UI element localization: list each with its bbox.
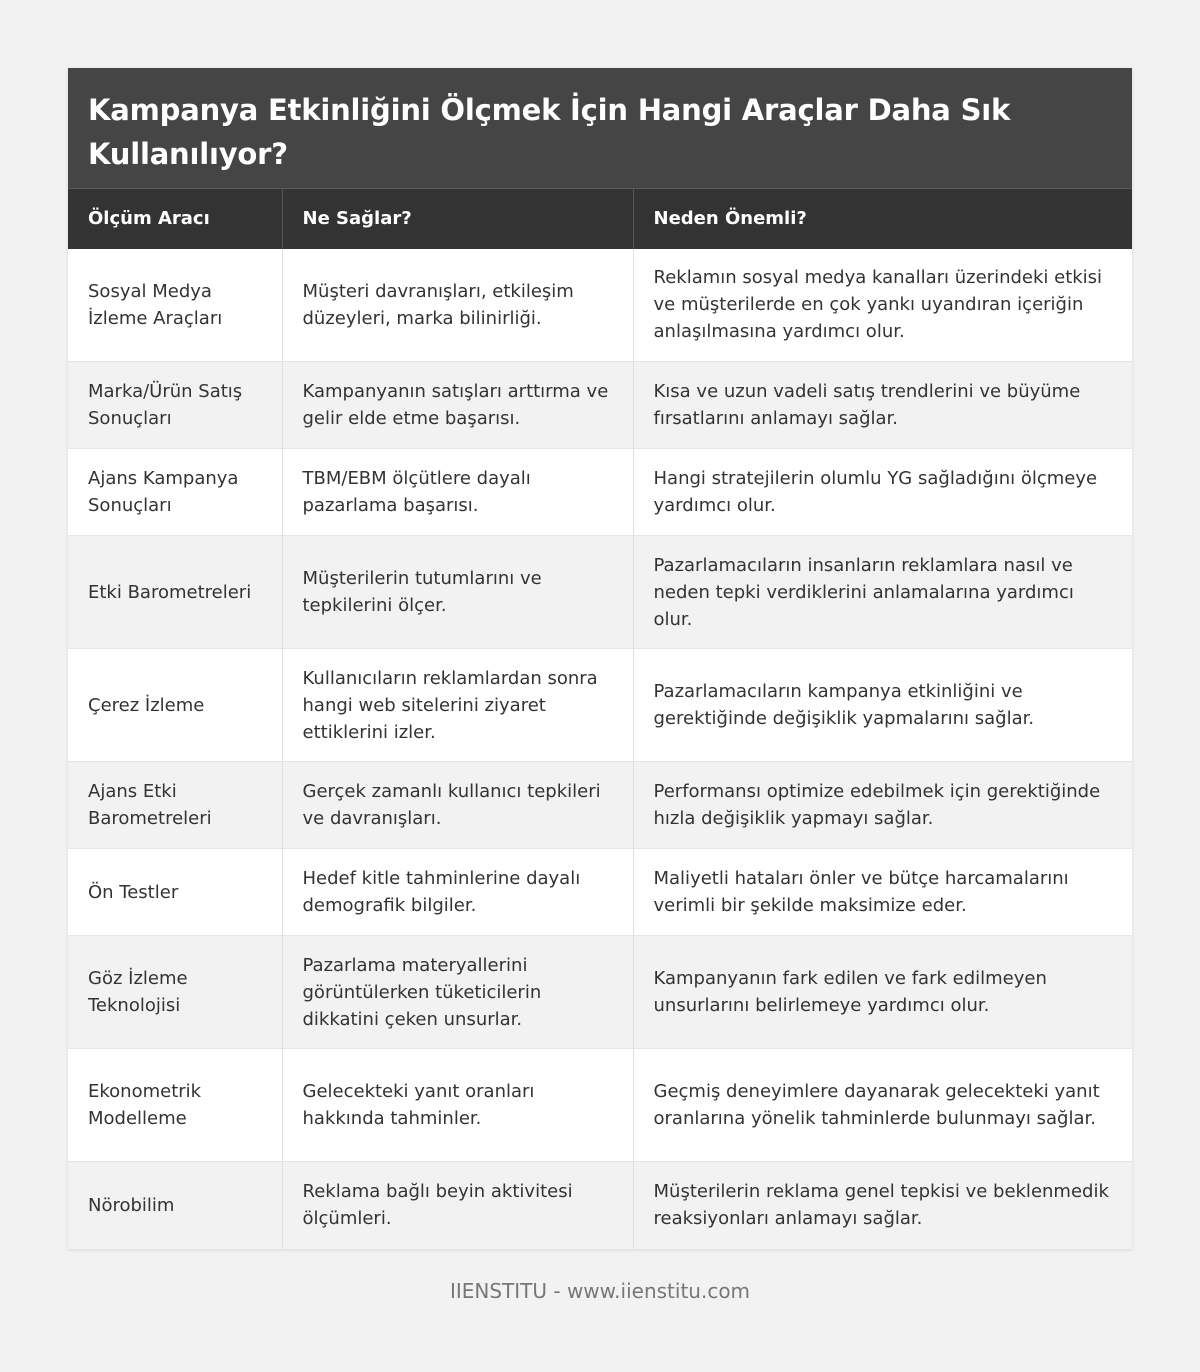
cell-provides: Kullanıcıların reklamlardan sonra hangi web sitelerini ziyaret ettiklerini izler. bbox=[282, 649, 633, 762]
table-row bbox=[68, 449, 1132, 536]
table-row bbox=[68, 249, 1132, 362]
column-header-tool: Ölçüm Aracı bbox=[68, 189, 282, 249]
cell-tool: Göz İzleme Teknolojisi bbox=[68, 936, 282, 1049]
table-row bbox=[68, 536, 1132, 649]
cell-tool: Çerez İzleme bbox=[68, 649, 282, 762]
cell-why: Pazarlamacıların insanların reklamlara nasıl ve neden tepki verdiklerini anlamalarına yardımcı olur. bbox=[633, 536, 1132, 649]
table-row bbox=[68, 762, 1132, 849]
cell-why: Performansı optimize edebilmek için gerektiğinde hızla değişiklik yapmayı sağlar. bbox=[633, 762, 1132, 849]
table-row bbox=[68, 362, 1132, 449]
cell-provides: Müşterilerin tutumlarını ve tepkilerini ölçer. bbox=[282, 536, 633, 649]
cell-tool: Ön Testler bbox=[68, 849, 282, 936]
table-row bbox=[68, 1162, 1132, 1249]
table-row bbox=[68, 849, 1132, 936]
column-header-why: Neden Önemli? bbox=[633, 189, 1132, 249]
cell-provides: Reklama bağlı beyin aktivitesi ölçümleri. bbox=[282, 1162, 633, 1249]
tools-table bbox=[68, 188, 1132, 1249]
footer-credit: IIENSTITU - www.iienstitu.com bbox=[449, 1279, 751, 1303]
cell-tool: Nörobilim bbox=[68, 1162, 282, 1249]
cell-tool: Marka/Ürün Satış Sonuçları bbox=[68, 362, 282, 449]
cell-tool: Ajans Kampanya Sonuçları bbox=[68, 449, 282, 536]
cell-why: Pazarlamacıların kampanya etkinliğini ve gerektiğinde değişiklik yapmalarını sağlar. bbox=[633, 649, 1132, 762]
cell-provides: Gerçek zamanlı kullanıcı tepkileri ve davranışları. bbox=[282, 762, 633, 849]
cell-why: Müşterilerin reklama genel tepkisi ve beklenmedik reaksiyonları anlamayı sağlar. bbox=[653, 1181, 1109, 1230]
cell-provides: Pazarlama materyallerini görüntülerken tüketicilerin dikkatini çeken unsurlar. bbox=[282, 936, 633, 1049]
table-header-row bbox=[68, 189, 1132, 249]
cell-provides: Müşteri davranışları, etkileşim düzeyleri, marka bilinirliği. bbox=[282, 249, 633, 362]
title-bar bbox=[68, 68, 1132, 188]
cell-tool: Ekonometrik Modelleme bbox=[68, 1049, 282, 1162]
table-row bbox=[68, 936, 1132, 1049]
cell-provides: TBM/EBM ölçütlere dayalı pazarlama başarısı. bbox=[282, 449, 633, 536]
cell-why: Hangi stratejilerin olumlu YG sağladığını ölçmeye yardımcı olur. bbox=[633, 449, 1132, 536]
cell-provides: Kampanyanın satışları arttırma ve gelir elde etme başarısı. bbox=[282, 362, 633, 449]
cell-why: Kampanyanın fark edilen ve fark edilmeyen unsurlarını belirlemeye yardımcı olur. bbox=[633, 936, 1132, 1049]
cell-why: Maliyetli hataları önler ve bütçe harcamalarını verimli bir şekilde maksimize eder. bbox=[633, 849, 1132, 936]
cell-provides: Hedef kitle tahminlerine dayalı demografik bilgiler. bbox=[282, 849, 633, 936]
cell-tool: Sosyal Medya İzleme Araçları bbox=[68, 249, 282, 362]
column-header-provides: Ne Sağlar? bbox=[282, 189, 633, 249]
cell-why: Geçmiş deneyimlere dayanarak gelecekteki yanıt oranlarına yönelik tahminlerde bulunmayı sağlar. bbox=[633, 1049, 1132, 1162]
cell-provides: Gelecekteki yanıt oranları hakkında tahminler. bbox=[282, 1049, 633, 1162]
cell-why: Kısa ve uzun vadeli satış trendlerini ve büyüme fırsatlarını anlamayı sağlar. bbox=[633, 362, 1132, 449]
cell-tool: Etki Barometreleri bbox=[68, 536, 282, 649]
cell-tool: Ajans Etki Barometreleri bbox=[68, 762, 282, 849]
table-row bbox=[68, 1049, 1132, 1162]
table-card bbox=[68, 68, 1132, 1249]
cell-why: Reklamın sosyal medya kanalları üzerindeki etkisi ve müşterilerde en çok yankı uyandıran içeriğin anlaşılmasına yardımcı olur. bbox=[633, 249, 1132, 362]
page-title: Kampanya Etkinliğini Ölçmek İçin Hangi Araçlar Daha Sık Kullanılıyor? bbox=[88, 93, 1011, 171]
table-row bbox=[68, 649, 1132, 762]
